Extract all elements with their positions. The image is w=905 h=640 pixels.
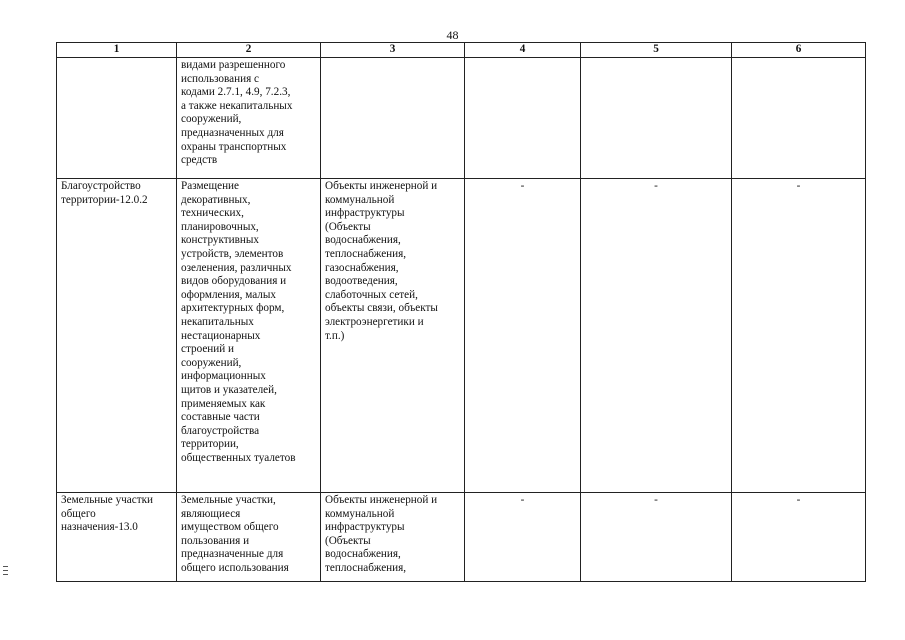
column-header-5: 5 [581, 43, 732, 58]
table-cell: - [581, 493, 732, 582]
table-cell: - [465, 493, 581, 582]
table-cell: Размещение декоративных, технических, планировочных, конструктивных устройств, элементов озеленения, различных видов оборудования и оформления, малых архитектурных форм, некапитальных нестационарных строений и сооружений, информационных щитов и указателей, применяемых как составные части благоустройства территории, общественных туалетов [177, 179, 321, 493]
column-header-1: 1 [57, 43, 177, 58]
table-cell: Объекты инженерной и коммунальной инфраструктуры (Объекты водоснабжения, теплоснабжения, [321, 493, 465, 582]
table-cell: - [732, 493, 866, 582]
table-row [57, 179, 866, 493]
land-use-table [56, 42, 866, 582]
table-row [57, 58, 866, 179]
column-header-3: 3 [321, 43, 465, 58]
scan-edge-mark [3, 566, 8, 575]
table-cell [732, 58, 866, 179]
table-cell [321, 58, 465, 179]
table-cell: - [581, 179, 732, 493]
table-cell: Объекты инженерной и коммунальной инфраструктуры (Объекты водоснабжения, теплоснабжения, газоснабжения, водоотведения, слаботочных сетей, объекты связи, объекты электроэнергетики и т.п.) [321, 179, 465, 493]
header-row [57, 43, 866, 58]
table-cell [581, 58, 732, 179]
table-cell [465, 58, 581, 179]
table-cell: видами разрешенного использования с кодами 2.7.1, 4.9, 7.2.3, а также некапитальных сооружений, предназначенных для охраны транспортных средств [177, 58, 321, 179]
table-cell: - [732, 179, 866, 493]
page-number: 48 [446, 28, 459, 42]
column-header-4: 4 [465, 43, 581, 58]
table-cell: Благоустройство территории-12.0.2 [57, 179, 177, 493]
table-cell [57, 58, 177, 179]
column-header-2: 2 [177, 43, 321, 58]
table-row [57, 493, 866, 582]
table-cell: - [465, 179, 581, 493]
column-header-6: 6 [732, 43, 866, 58]
table-cell: Земельные участки, являющиеся имуществом общего пользования и предназначенные для общего использования [177, 493, 321, 582]
table-cell: Земельные участки общего назначения-13.0 [57, 493, 177, 582]
